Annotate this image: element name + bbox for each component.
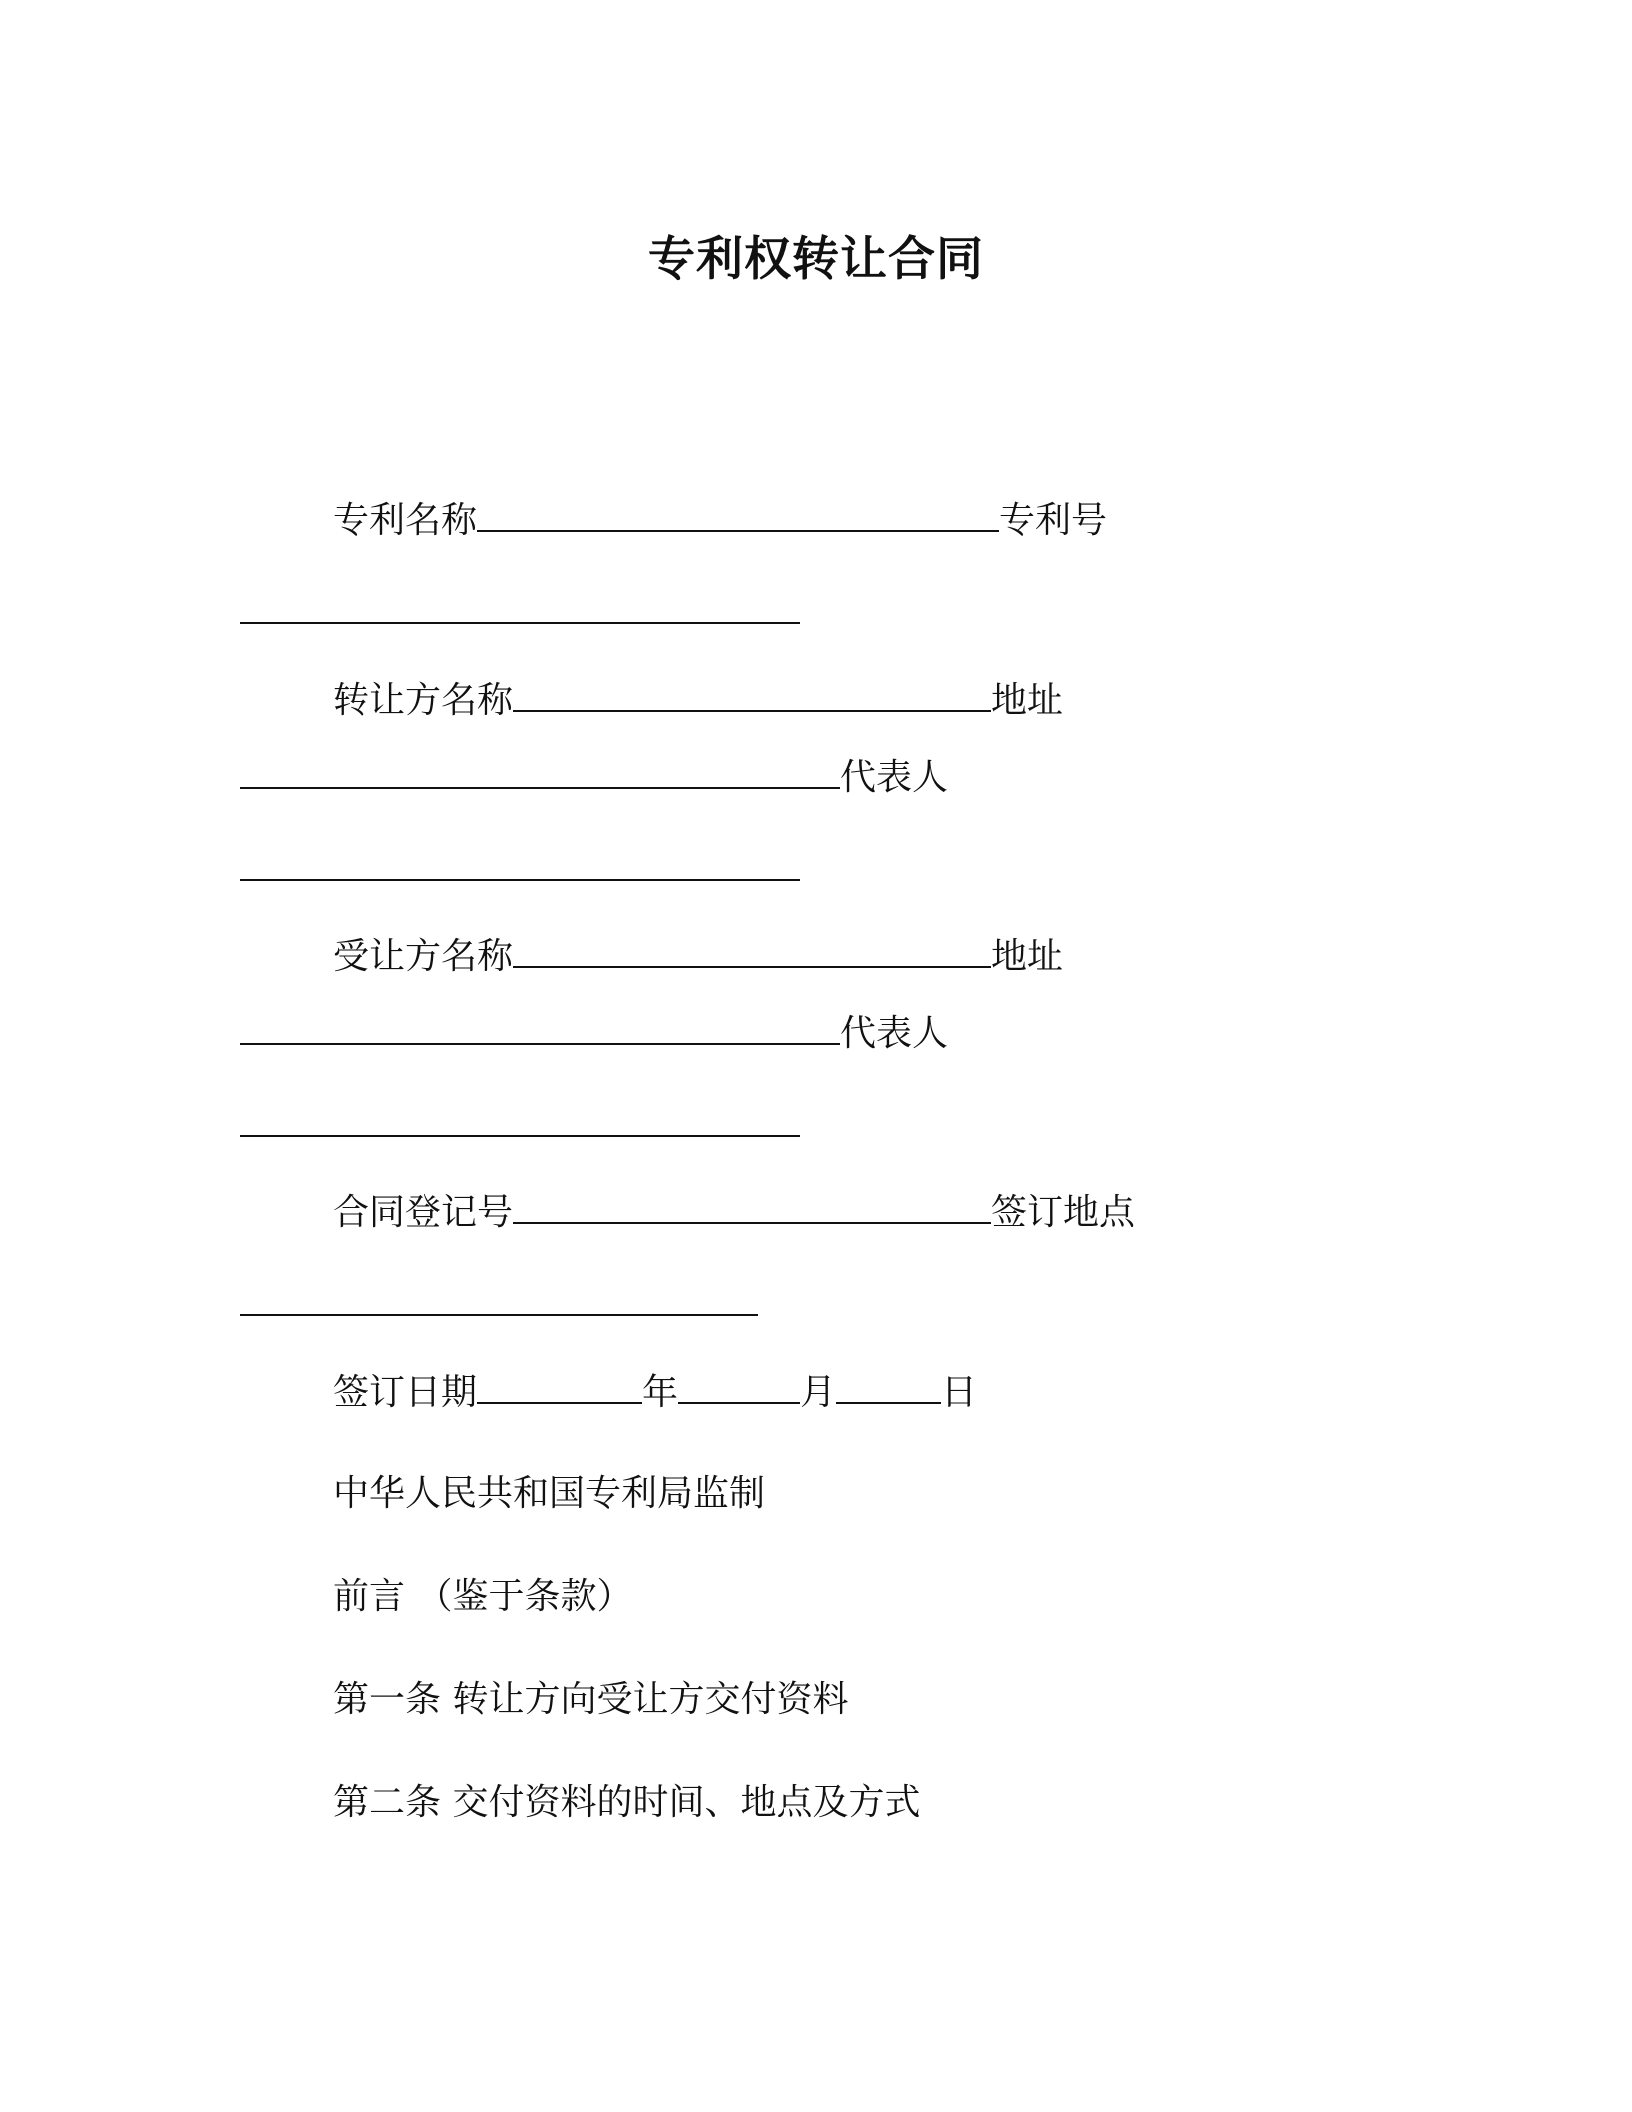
sign-date-label: 签订日期 bbox=[333, 1372, 478, 1413]
transferee-name-label: 受让方名称 bbox=[333, 936, 514, 977]
sign-month-blank bbox=[678, 1366, 800, 1404]
preamble-line: 前言 （鉴于条款） bbox=[333, 1576, 633, 1617]
contract-reg-blank bbox=[513, 1186, 991, 1224]
transferor-address-label: 地址 bbox=[991, 680, 1064, 721]
patent-name-row bbox=[333, 494, 1107, 545]
patent-no-label: 专利号 bbox=[999, 500, 1108, 541]
sign-place-label: 签订地点 bbox=[991, 1192, 1136, 1233]
supervisor-line: 中华人民共和国专利局监制 bbox=[333, 1473, 766, 1514]
transferor-representative-label: 代表人 bbox=[840, 757, 949, 798]
article-2: 第二条 交付资料的时间、地点及方式 bbox=[333, 1782, 921, 1823]
transferee-name-row bbox=[333, 930, 1063, 981]
patent-no-row bbox=[240, 586, 800, 637]
patent-no-blank bbox=[240, 586, 800, 624]
month-label: 月 bbox=[800, 1372, 837, 1413]
sign-date-row bbox=[333, 1366, 977, 1417]
transferor-representative-blank bbox=[240, 843, 800, 881]
transferor-address-row bbox=[240, 751, 948, 802]
contract-reg-row bbox=[333, 1186, 1135, 1237]
transferee-representative-row bbox=[240, 1099, 800, 1150]
transferee-address-blank bbox=[240, 1007, 840, 1045]
transferor-name-blank bbox=[513, 674, 991, 712]
transferee-name-blank bbox=[513, 930, 991, 968]
transferor-address-blank bbox=[240, 751, 840, 789]
transferor-representative-row bbox=[240, 843, 800, 894]
transferor-name-label: 转让方名称 bbox=[333, 680, 514, 721]
patent-name-label: 专利名称 bbox=[333, 500, 478, 541]
transferor-name-row bbox=[333, 674, 1063, 725]
transferee-address-row bbox=[240, 1007, 948, 1058]
sign-day-blank bbox=[836, 1366, 941, 1404]
sign-place-row bbox=[240, 1278, 758, 1329]
transferee-address-label: 地址 bbox=[991, 936, 1064, 977]
day-label: 日 bbox=[941, 1372, 978, 1413]
transferee-representative-label: 代表人 bbox=[840, 1013, 949, 1054]
year-label: 年 bbox=[642, 1372, 679, 1413]
sign-place-blank bbox=[240, 1278, 758, 1316]
article-1: 第一条 转让方向受让方交付资料 bbox=[333, 1679, 849, 1720]
document-title: 专利权转让合同 bbox=[648, 232, 984, 287]
contract-reg-label: 合同登记号 bbox=[333, 1192, 514, 1233]
transferee-representative-blank bbox=[240, 1099, 800, 1137]
patent-name-blank bbox=[477, 494, 999, 532]
sign-year-blank bbox=[477, 1366, 642, 1404]
